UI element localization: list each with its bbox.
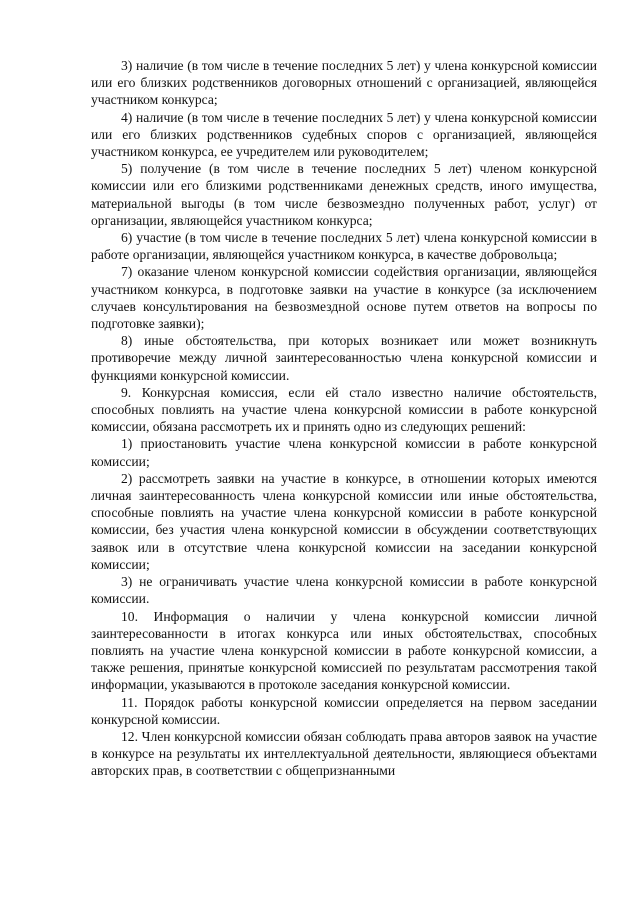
paragraph-item-3: 3) наличие (в том числе в течение последних 5 лет) у члена конкурсной комиссии или его близких родственников договорных отношений с организацией, являющейся участником конкурса;	[91, 58, 597, 108]
paragraph-item-7: 7) оказание членом конкурсной комиссии содействия организации, являющейся участником конкурса, в подготовке заявки на участие в конкурсе (за исключением случаев консультирования на безвозмездной основе путем ответов на вопросы по подготовке заявки);	[91, 264, 597, 332]
paragraph-decision-2: 2) рассмотреть заявки на участие в конкурсе, в отношении которых имеются личная заинтересованность члена конкурсной комиссии или иные обстоятельства, способные повлиять на участие члена конкурсной комиссии в работе конкурсной комиссии, без участия члена конкурсной комиссии в обсуждении соответствующих заявок или в отсутствие члена конкурсной комиссии на заседании конкурсной комиссии;	[91, 470, 597, 572]
paragraph-clause-11: 11. Порядок работы конкурсной комиссии определяется на первом заседании конкурсной комиссии.	[91, 694, 597, 727]
paragraph-item-8: 8) иные обстоятельства, при которых возникает или может возникнуть противоречие между личной заинтересованностью члена конкурсной комиссии и функциями конкурсной комиссии.	[91, 333, 597, 383]
document-body	[91, 57, 597, 780]
paragraph-clause-10: 10. Информация о наличии у члена конкурсной комиссии личной заинтересованности в итогах конкурса или иных обстоятельствах, способных повлиять на участие члена конкурсной комиссии в работе конкурсной комиссии, а также решения, принятые конкурсной комиссией по результатам рассмотрения такой информации, указываются в протоколе заседания конкурсной комиссии.	[91, 608, 597, 693]
paragraph-item-4: 4) наличие (в том числе в течение последних 5 лет) у члена конкурсной комиссии или его близких родственников судебных споров с организацией, являющейся участником конкурса, ее учредителем или руководителем;	[91, 109, 597, 160]
paragraph-clause-12: 12. Член конкурсной комиссии обязан соблюдать права авторов заявок на участие в конкурсе на результаты их интеллектуальной деятельности, являющиеся объектами авторских прав, в соответствии с общепризнанными	[91, 728, 597, 779]
paragraph-clause-9: 9. Конкурсная комиссия, если ей стало известно наличие обстоятельств, способных повлиять на участие члена конкурсной комиссии в работе конкурсной комиссии, обязана рассмотреть их и принять одно из следующих решений:	[91, 384, 597, 435]
paragraph-decision-3: 3) не ограничивать участие члена конкурсной комиссии в работе конкурсной комиссии.	[91, 574, 597, 607]
paragraph-item-5: 5) получение (в том числе в течение последних 5 лет) членом конкурсной комиссии или его близкими родственниками денежных средств, иного имущества, материальной выгоды (в том числе безвозмездно полученных работ, услуг) от организации, являющейся участником конкурса;	[91, 161, 597, 228]
paragraph-decision-1: 1) приостановить участие члена конкурсной комиссии в работе конкурсной комиссии;	[91, 436, 597, 469]
paragraph-item-6: 6) участие (в том числе в течение последних 5 лет) члена конкурсной комиссии в работе организации, являющейся участником конкурса, в качестве добровольца;	[91, 230, 597, 263]
